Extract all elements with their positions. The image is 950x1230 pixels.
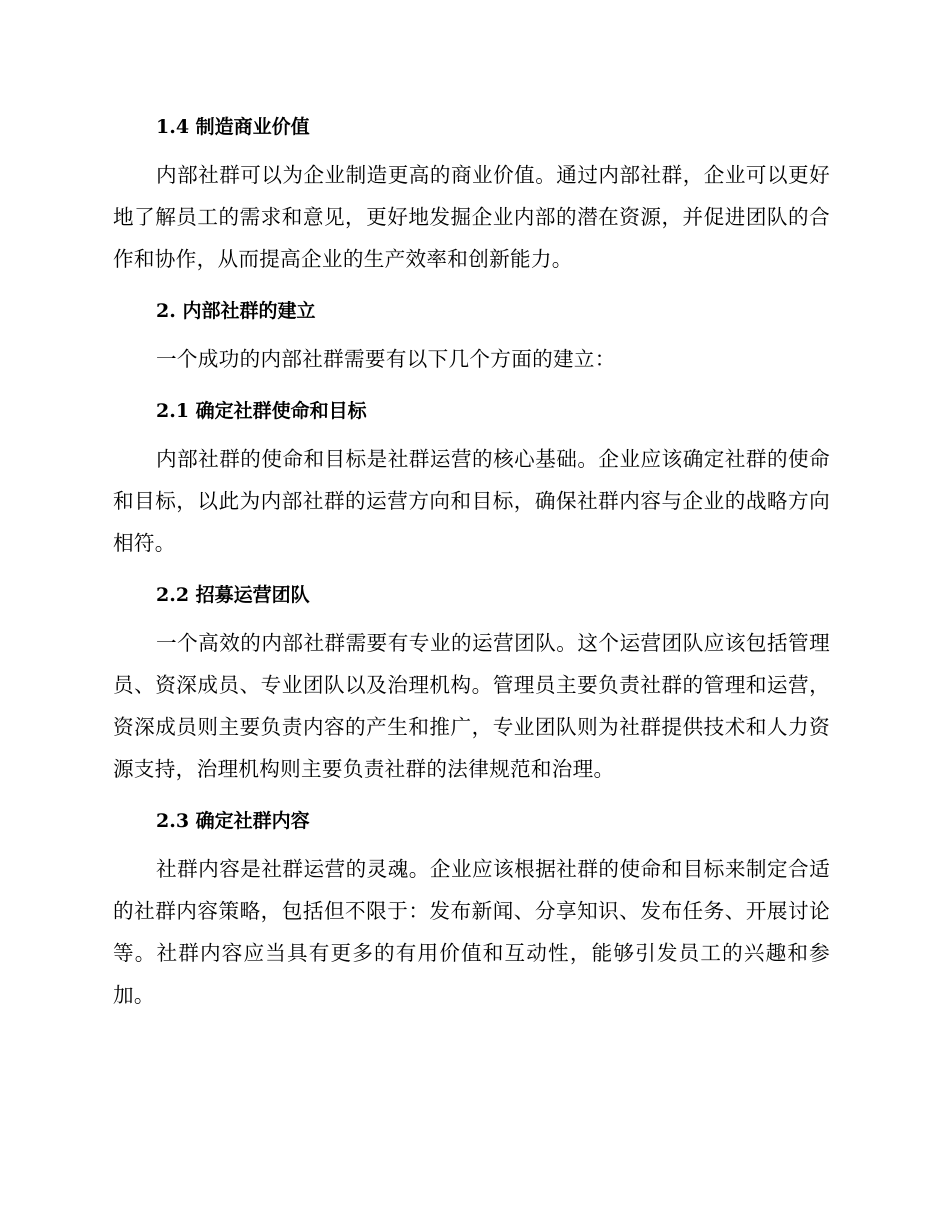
document-page xyxy=(113,104,830,1016)
section-heading-1-4: 1.4 制造商业价值 xyxy=(156,116,310,138)
section-heading-2-1: 2.1 确定社群使命和目标 xyxy=(156,400,367,422)
section-paragraph-2-3: 社群内容是社群运营的灵魂。企业应该根据社群的使命和目标来制定合适的社群内容策略，包括但不限于：发布新闻、分享知识、发布任务、开展讨论等。社群内容应当具有更多的有用价值和互动性，能够引发员工的兴趣和参加。 xyxy=(113,857,830,1007)
section-heading-2-3: 2.3 确定社群内容 xyxy=(156,810,310,832)
section-paragraph-2-1: 内部社群的使命和目标是社群运营的核心基础。企业应该确定社群的使命和目标，以此为内部社群的运营方向和目标，确保社群内容与企业的战略方向相符。 xyxy=(113,447,830,555)
section-heading-2: 2. 内部社群的建立 xyxy=(156,300,316,322)
section-paragraph-2: 一个成功的内部社群需要有以下几个方面的建立： xyxy=(156,347,616,371)
section-paragraph-2-2: 一个高效的内部社群需要有专业的运营团队。这个运营团队应该包括管理员、资深成员、专业团队以及治理机构。管理员主要负责社群的管理和运营，资深成员则主要负责内容的产生和推广，专业团队则为社群提供技术和人力资源支持，治理机构则主要负责社群的法律规范和治理。 xyxy=(113,631,830,781)
section-paragraph-1-4: 内部社群可以为企业制造更高的商业价值。通过内部社群，企业可以更好地了解员工的需求和意见，更好地发掘企业内部的潜在资源，并促进团队的合作和协作，从而提高企业的生产效率和创新能力。 xyxy=(113,163,830,271)
section-heading-2-2: 2.2 招募运营团队 xyxy=(156,584,310,606)
